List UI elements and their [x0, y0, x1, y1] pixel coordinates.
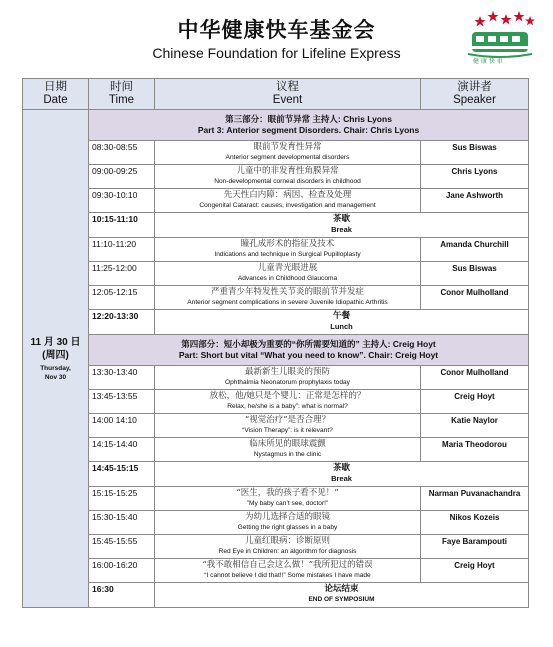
column-header-speaker: 演讲者 Speaker [421, 79, 529, 110]
lunch-row: 12:20-13:30 午餐 Lunch [23, 310, 529, 335]
break-row: 14:45-15:15 茶歇 Break [23, 462, 529, 487]
table-row: 11:25-12:00 儿童青光眼进展 Advances in Childhood Glaucoma Sus Biswas [23, 262, 529, 286]
part3-heading: 第三部分：眼前节异常 主持人: Chris Lyons Part 3: Anterior segment Disorders. Chair: Chris Lyons [89, 110, 529, 141]
table-row: 15:45-15:55 儿童红眼病：诊断原则 Red Eye in Children: an algorithm for diagnosis Faye Barampouti [23, 535, 529, 559]
table-row: 14:00 14:10 “视觉治疗”是否合理？ “Vision Therapy”: is it relevant? Katie Naylor [23, 414, 529, 438]
table-row: 12:05-12:15 严重青少年特发性关节炎的眼前节并发症 Anterior segment complications in severe Juvenile Idiopathic Arthritis Conor Mulholland [23, 286, 529, 310]
break-row: 10:15-11:10 茶歇 Break [23, 213, 529, 238]
table-row: 16:00-16:20 “我不敢相信自己会这么做！”我所犯过的错误 “I cannot believe I did that!!” Some mistakes I have made Creig Hoyt [23, 559, 529, 583]
table-row: 14:15-14:40 临床所见的眼球震颤 Nystagmus in the clinic Maria Theodorou [23, 438, 529, 462]
table-row: 11:10-11:20 瞳孔成形术的指征及技术 Indications and technique in Surgical Pupilloplasty Amanda Churchill [23, 238, 529, 262]
column-header-time: 时间 Time [89, 79, 155, 110]
foundation-title-cn: 中华健康快车基金会 [177, 17, 376, 42]
table-row: 09:30-10:10 先天性白内障：病因、检查及处理 Congenital Cataract: causes, investigation and management Jane Ashworth [23, 189, 529, 213]
table-row: 15:15-15:25 “医生，我的孩子看不见！” ”My baby can’t see, doctor!” Narman Puvanachandra [23, 487, 529, 511]
table-row: 08:30-08:55 眼前节发育性异常 Anterior segment developmental disorders Sus Biswas [23, 141, 529, 165]
part4-heading: 第四部分：短小却极为重要的“你所需要知道的” 主持人: Creig Hoyt Part: Short but vital “What you need to know”. Chair: Creig Hoyt [89, 335, 529, 366]
foundation-title-en: Chinese Foundation for Lifeline Express [152, 45, 401, 61]
table-row: 15:30-15:40 为幼儿选择合适的眼镜 Getting the right glasses in a baby Nikos Kozeis [23, 511, 529, 535]
schedule-table [22, 78, 529, 608]
end-row: 16:30 论坛结束 END OF SYMPOSIUM [23, 583, 529, 608]
table-header-row [23, 79, 529, 110]
table-row: 13:30-13:40 最新新生儿眼炎的预防 Ophthalmia Neonatorum prophylaxis today Conor Mulholland [23, 366, 529, 390]
table-row: 13:45-13:55 放松，他/她只是个婴儿：正常是怎样的？ Relax, he/she is a baby”: what is normal? Creig Hoyt [23, 390, 529, 414]
date-cell: 11 月 30 日 (周四) Thursday, Nov 30 [23, 110, 89, 608]
logo-caption: 健 康 快 車 [473, 58, 503, 65]
table-row: 09:00-09:25 儿童中的非发育性角膜异常 Non-developmental corneal disorders in childhood Chris Lyons [23, 165, 529, 189]
page-header [0, 0, 553, 75]
column-header-date: 日期 Date [23, 79, 89, 110]
column-header-event: 议程 Event [155, 79, 421, 110]
